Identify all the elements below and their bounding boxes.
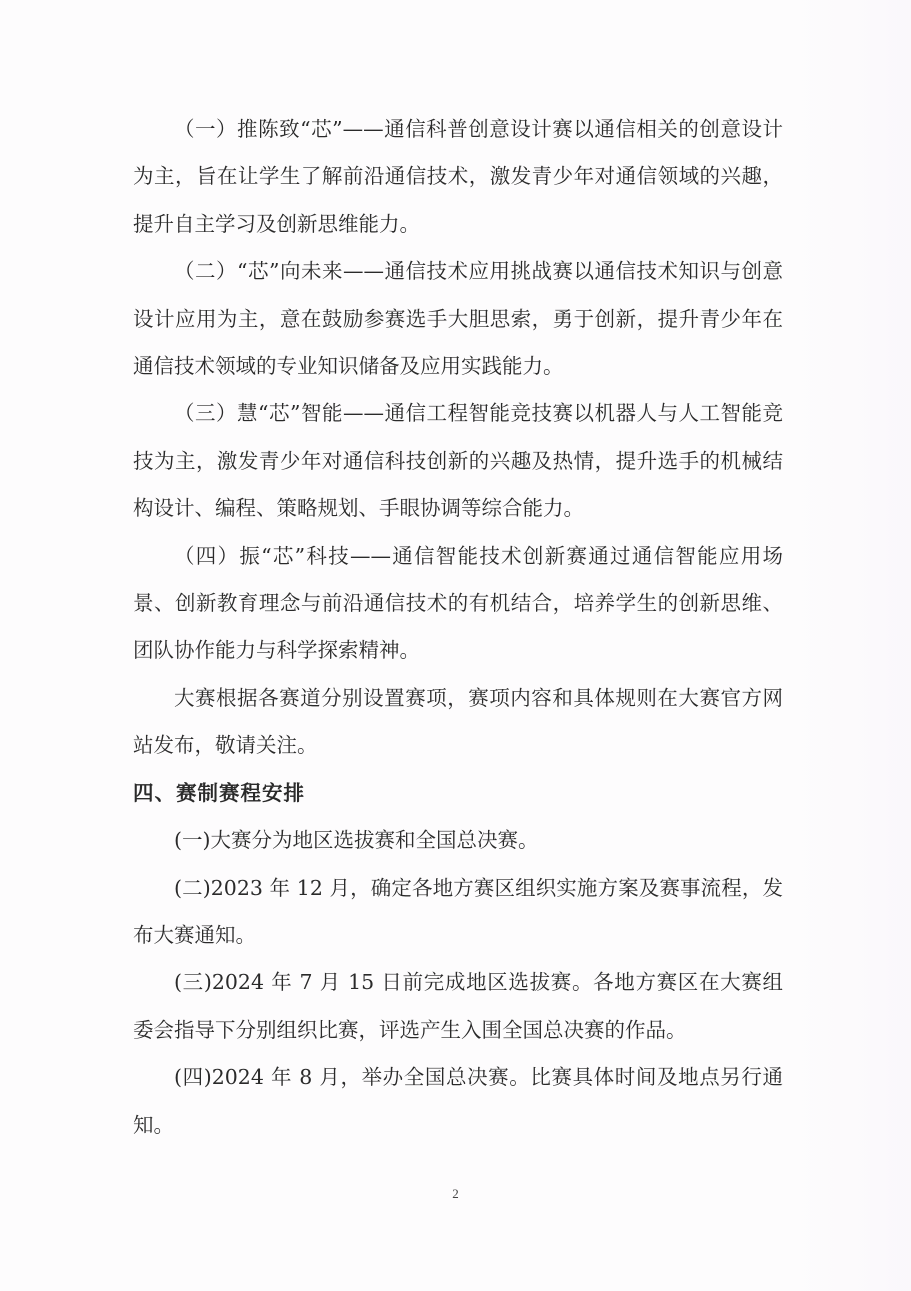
section-heading: 四、赛制赛程安排	[133, 780, 305, 805]
document-body	[133, 106, 783, 1149]
schedule-item-1: (一)大赛分为地区选拔赛和全国总决赛。	[174, 828, 539, 853]
paragraph-event-notice: 大赛根据各赛道分别设置赛项，赛项内容和具体规则在大赛官方网站发布，敬请关注。	[133, 685, 783, 758]
page-number: 2	[452, 1186, 459, 1201]
paragraph-track-2: （二）“芯”向未来——通信技术应用挑战赛以通信技术知识与创意设计应用为主，意在鼓励参赛选手大胆思索，勇于创新，提升青少年在通信技术领域的专业知识储备及应用实践能力。	[133, 259, 783, 379]
schedule-item-3: (三)2024 年 7 月 15 日前完成地区选拔赛。各地方赛区在大赛组委会指导下分别组织比赛，评选产生入围全国总决赛的作品。	[133, 970, 783, 1042]
schedule-item-2: (二)2023 年 12 月，确定各地方赛区组织实施方案及赛事流程，发布大赛通知。	[133, 875, 783, 947]
scan-shading	[791, 0, 911, 1291]
schedule-item-4: (四)2024 年 8 月，举办全国总决赛。比赛具体时间及地点另行通知。	[133, 1065, 783, 1137]
paragraph-track-3: （三）慧“芯”智能——通信工程智能竞技赛以机器人与人工智能竞技为主，激发青少年对通信科技创新的兴趣及热情，提升选手的机械结构设计、编程、策略规划、手眼协调等综合能力。	[133, 401, 783, 521]
paragraph-track-4: （四）振“芯”科技——通信智能技术创新赛通过通信智能应用场景、创新教育理念与前沿通信技术的有机结合，培养学生的创新思维、团队协作能力与科学探索精神。	[133, 543, 783, 663]
paragraph-track-1: （一）推陈致“芯”——通信科普创意设计赛以通信相关的创意设计为主，旨在让学生了解前沿通信技术，激发青少年对通信领域的兴趣，提升自主学习及创新思维能力。	[133, 117, 783, 236]
